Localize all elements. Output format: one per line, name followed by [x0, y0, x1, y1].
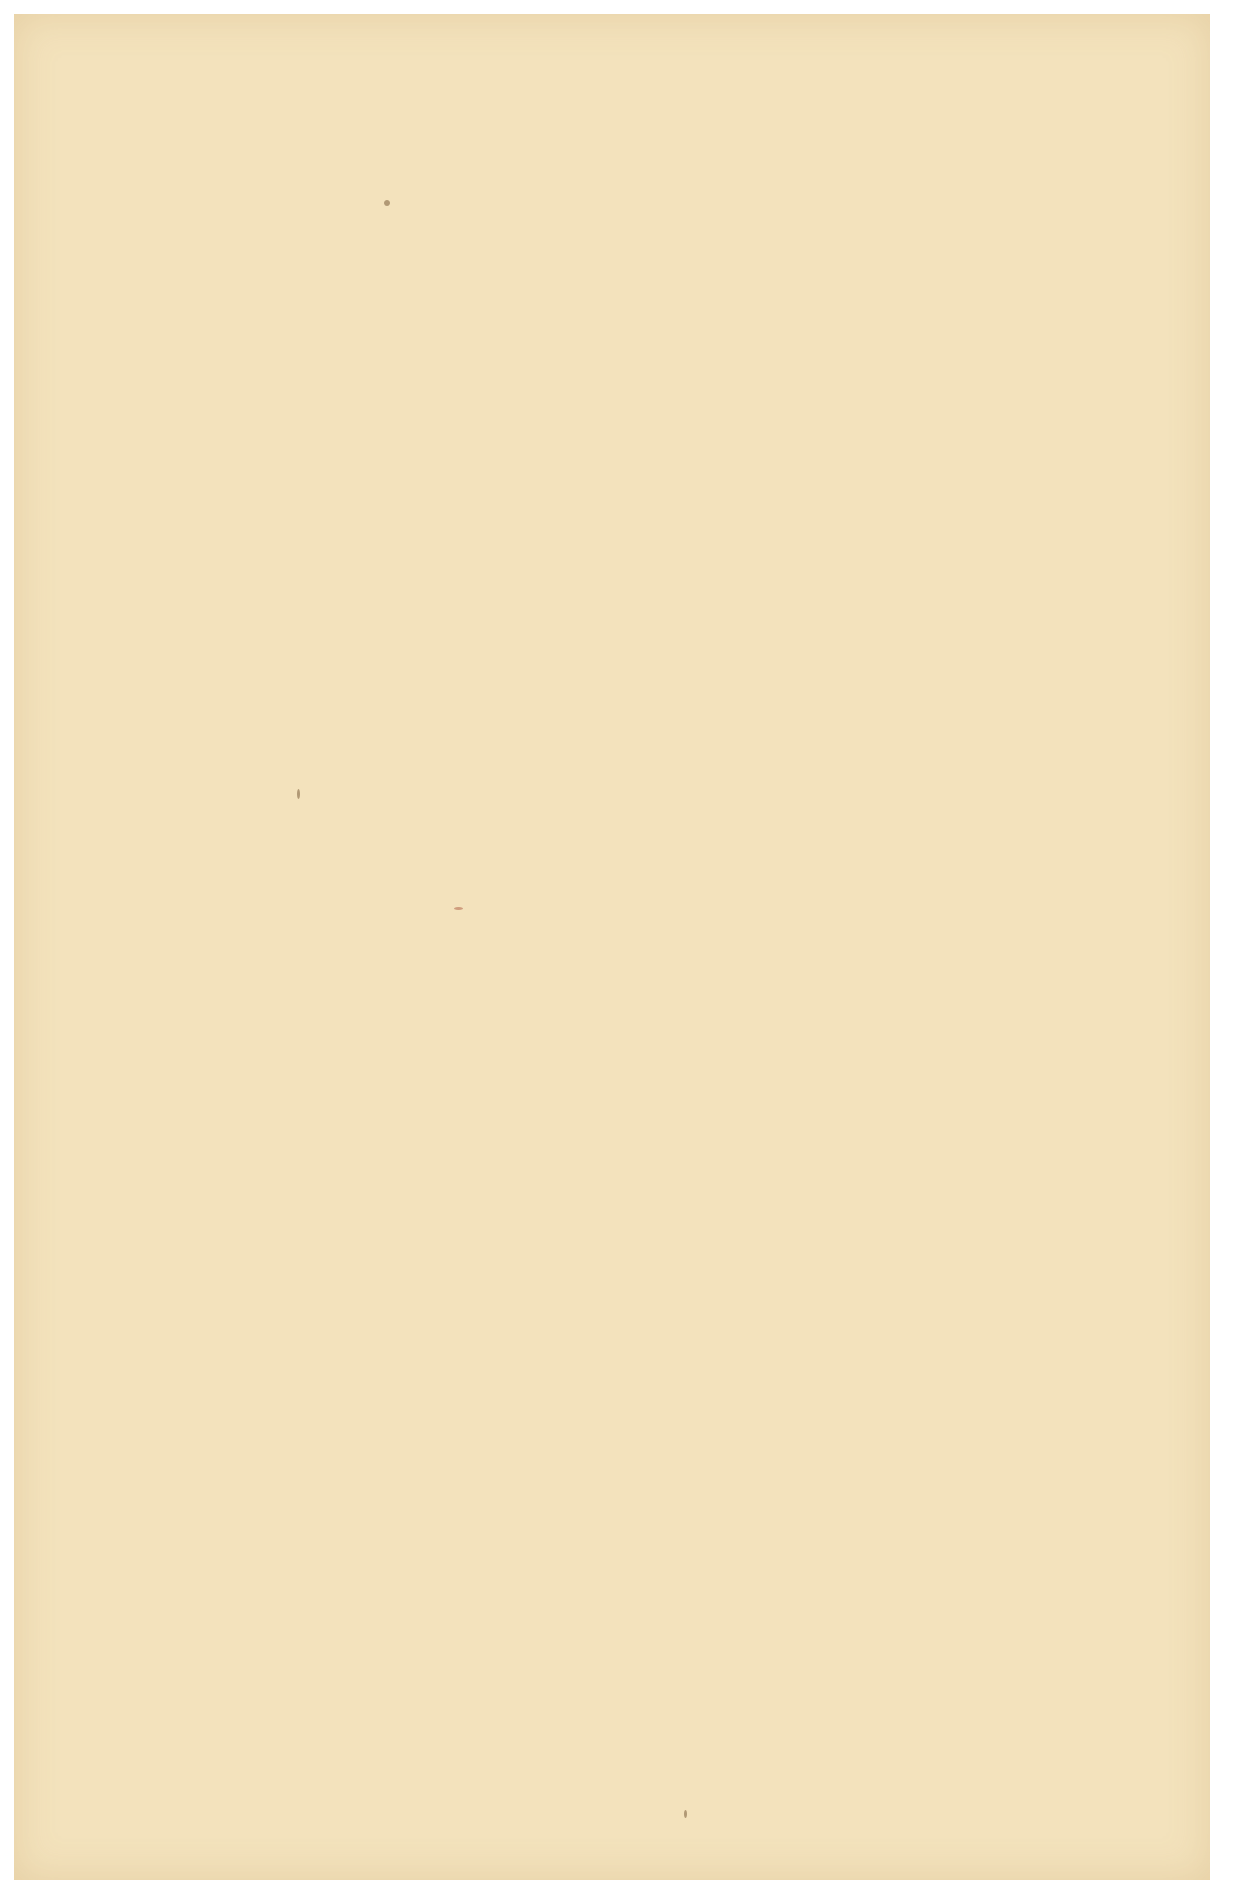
- paper-speck: [384, 200, 390, 206]
- paper-speck: [454, 907, 463, 910]
- paper-speck: [297, 789, 300, 799]
- paper-speck: [684, 1810, 687, 1818]
- book-page: [14, 14, 1210, 1880]
- watermark: [554, 1434, 1174, 1764]
